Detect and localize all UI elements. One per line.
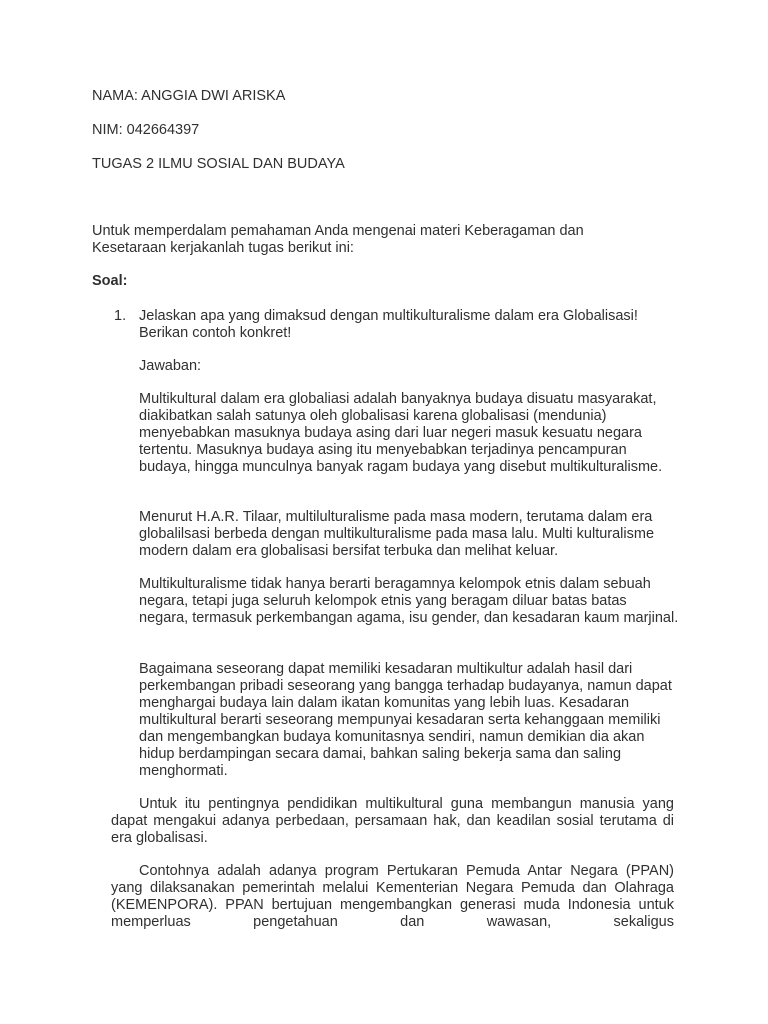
answer-paragraph-1: Multikultural dalam era globaliasi adalah banyaknya budaya disuatu masyarakat, diakibatkan salah satunya oleh globalisasi karena globalisasi (mendunia) menyebabkan masuknya budaya asing dari luar negeri masuk kesuatu negara tertentu. Masuknya budaya asing itu menyebabkan terjadinya pencampuran budaya, hingga munculnya banyak ragam budaya yang disebut multikulturalisme.	[139, 391, 663, 475]
intro-paragraph: Untuk memperdalam pemahaman Anda mengenai materi Keberagaman dan Kesetaraan kerjakanlah tugas berikut ini:	[92, 223, 584, 256]
question-number: 1.	[114, 308, 127, 324]
answer-paragraph-3: Multikulturalisme tidak hanya berarti beragamnya kelompok etnis dalam sebuah negara, tetapi juga seluruh kelompok etnis yang beragam diluar batas batas negara, termasuk perkembangan agama, isu gender, dan kesadaran kaum marjinal.	[139, 576, 679, 626]
answer-paragraph-4: Bagaimana seseorang dapat memiliki kesadaran multikultur adalah hasil dari perkembangan pribadi seseorang yang bangga terhadap budayanya, namun dapat menghargai budaya lain dalam ikatan komunitas yang lebih luas. Kesadaran multikultural berarti seseorang mempunyai kesadaran serta kehanggaan memiliki dan mengembangkan budaya komunitasnya sendiri, namun demikian dia akan hidup berdampingan secara damai, bahkan saling bekerja sama dan saling menghormati.	[139, 661, 672, 779]
answer-paragraph-5: Untuk itu pentingnya pendidikan multikultural guna membangun manusia yang dapat mengakui adanya perbedaan, persamaan hak, dan keadilan sosial terutama di era globalisasi.	[111, 796, 674, 846]
student-id-line: NIM: 042664397	[92, 122, 200, 138]
question-text: Jelaskan apa yang dimaksud dengan multikulturalisme dalam era Globalisasi! Berikan contoh konkret!	[139, 308, 638, 341]
student-name-line: NAMA: ANGGIA DWI ARISKA	[92, 88, 286, 104]
answer-paragraph-6: Contohnya adalah adanya program Pertukaran Pemuda Antar Negara (PPAN) yang dilaksanakan pemerintah melalui Kementerian Negara Pemuda dan Olahraga (KEMENPORA). PPAN bertujuan mengembangkan generasi muda Indonesia untuk memperluas pengetahuan dan wawasan, sekaligus	[111, 863, 674, 930]
answer-label: Jawaban:	[139, 358, 202, 374]
assignment-title: TUGAS 2 ILMU SOSIAL DAN BUDAYA	[92, 156, 345, 172]
answer-paragraph-2: Menurut H.A.R. Tilaar, multilulturalisme pada masa modern, terutama dalam era globalilsasi berbeda dengan multikulturalisme pada masa lalu. Multi kulturalisme modern dalam era globalisasi bersifat terbuka dan melihat keluar.	[139, 509, 655, 559]
soal-heading: Soal:	[92, 273, 128, 289]
